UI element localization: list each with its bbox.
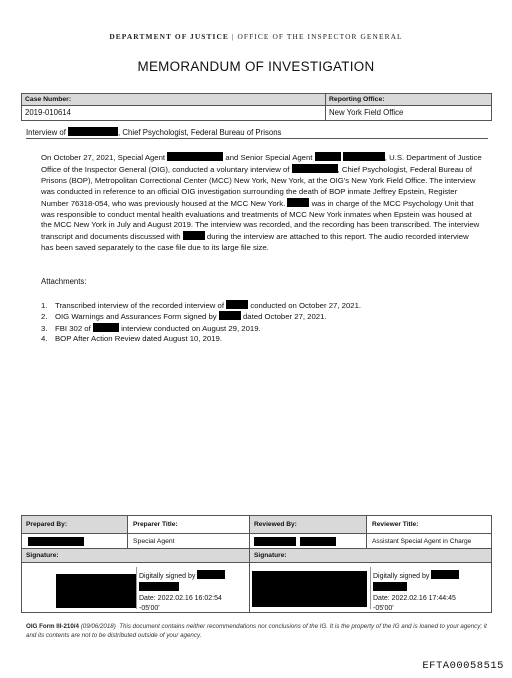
- preparer-title-value: Special Agent: [128, 534, 250, 548]
- footer-notice: This document contains neither recommendations nor conclusions of the IG. It is the property of the IG and is loaned to your agency; it and its contents are not to be distributed outside of your agency.: [26, 623, 487, 639]
- digitally-signed-label: Digitally signed by: [139, 573, 196, 580]
- signature-date: Date: 2022.02.16 17:44:45: [373, 595, 456, 602]
- case-number-value: 2019-010614: [25, 108, 71, 117]
- signature-timezone: -05'00': [373, 605, 394, 612]
- redaction-box: [139, 582, 179, 591]
- list-item: [41, 323, 361, 334]
- signature-timezone: -05'00': [139, 605, 160, 612]
- preparer-title-label: Preparer Title:: [128, 516, 250, 533]
- divider: [22, 105, 491, 106]
- list-item: [41, 311, 361, 322]
- redaction-box: [226, 300, 248, 309]
- agency-name: DEPARTMENT OF JUSTICE: [109, 32, 229, 41]
- redaction-box: [68, 127, 118, 136]
- redaction-box: [56, 574, 136, 608]
- redaction-box: [292, 164, 338, 173]
- reviewer-title-label: Reviewer Title:: [372, 521, 419, 528]
- redaction-box: [315, 152, 341, 161]
- paragraph-text: was in charge of the MCC Psychology Unit that was responsible to conduct mental health evaluations and treatments of MCC New York inmates when Epstein was housed at the MCC New York in July and August 2019. The interview was recorded, and the recording has been transcribed. The interview transcript and documents discussed with: [41, 198, 480, 242]
- page-title: MEMORANDUM OF INVESTIGATION: [137, 59, 375, 74]
- reporting-office-label: Reporting Office:: [326, 94, 491, 105]
- redaction-box: [28, 537, 84, 546]
- digitally-signed-label: Digitally signed by: [373, 573, 430, 580]
- paragraph-text: and Senior Special Agent: [225, 153, 313, 162]
- header-separator: |: [228, 32, 238, 41]
- item-text: dated October 27, 2021.: [242, 312, 327, 322]
- attachments-heading: Attachments:: [41, 277, 87, 286]
- item-text: BOP After Action Review dated August 10, 2019.: [55, 333, 223, 343]
- redaction-box: [252, 571, 367, 607]
- signature-date: Date: 2022.02.16 16:02:54: [139, 595, 222, 602]
- redaction-box: [287, 198, 309, 207]
- case-info-table: [21, 93, 492, 121]
- item-text: FBI 302 of: [55, 323, 91, 333]
- item-text: OIG Warnings and Assurances Form signed by: [55, 312, 217, 322]
- divider: [136, 567, 137, 609]
- signature-label: Signature:: [250, 549, 491, 562]
- redaction-box: [300, 537, 336, 546]
- subject-prefix: Interview of: [26, 128, 66, 137]
- item-number: 1.: [41, 301, 48, 310]
- item-text: interview conducted on August 29, 2019.: [121, 323, 261, 333]
- subject-suffix: , Chief Psychologist, Federal Bureau of Prisons: [118, 128, 282, 137]
- redaction-box: [431, 570, 459, 579]
- attachments-list: [41, 300, 361, 344]
- reviewer-name: [250, 534, 367, 548]
- bates-stamp: EFTA00058515: [422, 660, 504, 672]
- reviewed-by-label: Reviewed By:: [250, 516, 367, 533]
- form-number: OIG Form III-210/4: [26, 623, 79, 630]
- divider: [370, 567, 371, 609]
- office-name: OFFICE OF THE INSPECTOR GENERAL: [237, 32, 403, 41]
- subject-line: [26, 127, 488, 139]
- redaction-box: [167, 152, 223, 161]
- reporting-office-value: New York Field Office: [329, 108, 404, 117]
- item-number: 2.: [41, 312, 48, 322]
- list-item: [41, 334, 361, 344]
- item-number: 4.: [41, 333, 48, 343]
- paragraph-text: , Chief Psychologist, Federal Bureau of Prisons (BOP), Metropolitan Correctional Center (MCC) New York, New York, at the OIG's New York Field Office. The interview was conducted in reference to an official OIG investigation surrounding the death of BOP inmate Jeffrey Epstein, Register Number 76318-054, who was previously housed at the MCC New York.: [41, 164, 476, 208]
- paragraph-text: On October 27, 2021, Special Agent: [41, 153, 166, 162]
- digital-signature-text: [373, 570, 459, 614]
- form-footer: [26, 622, 496, 640]
- signature-label: Signature:: [22, 549, 250, 562]
- redaction-box: [197, 570, 225, 579]
- form-date: (09/06/2018): [78, 623, 116, 630]
- item-number: 3.: [41, 323, 48, 333]
- preparer-name: [22, 534, 128, 548]
- preparer-signature: [22, 563, 250, 612]
- case-number-label: Case Number:: [22, 94, 328, 105]
- paragraph-text: , U.S. Department of Justice Office of the Inspector General (OIG), conducted a voluntary interview of: [41, 153, 482, 174]
- reviewer-signature: [250, 563, 491, 612]
- digital-signature-text: [139, 570, 225, 614]
- redaction-box: [373, 582, 407, 591]
- redaction-box: [343, 152, 385, 161]
- item-text: conducted on October 27, 2021.: [250, 301, 362, 310]
- redaction-box: [219, 311, 241, 320]
- paragraph-text: during the interview are attached to this report. The audio recorded interview has been saved separately to the case file due to its large file size.: [41, 232, 469, 253]
- reviewer-title-value: Assistant Special Agent in Charge: [372, 538, 472, 545]
- signature-table: [21, 515, 492, 613]
- item-text: Transcribed interview of the recorded interview of: [55, 301, 224, 310]
- list-item: [41, 300, 361, 311]
- redaction-box: [93, 323, 119, 332]
- body-paragraph: [41, 152, 483, 254]
- redaction-box: [183, 231, 205, 240]
- page-header: [0, 32, 512, 41]
- prepared-by-label: Prepared By:: [22, 516, 128, 533]
- redaction-box: [254, 537, 296, 546]
